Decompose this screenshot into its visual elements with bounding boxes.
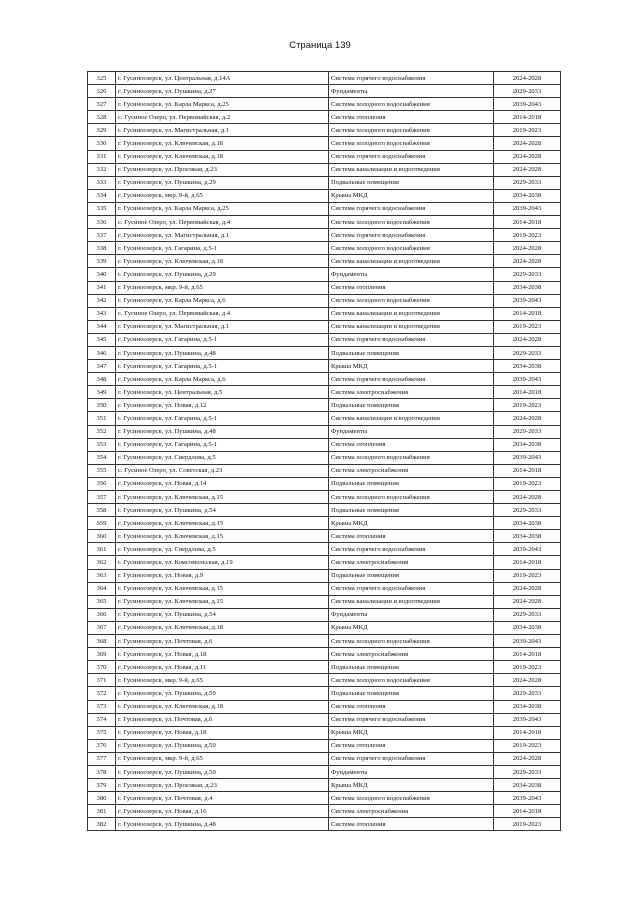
period-cell: 2014-2018 [494,111,561,124]
system-cell: Система электроснабжения [329,648,494,661]
row-number: 354 [88,451,116,464]
row-number: 375 [88,726,116,739]
system-cell: Система канализации и водоотведения [329,163,494,176]
address-cell: г. Гусиноозерск, ул. Магистральная, д.1 [116,124,329,137]
system-cell: Система горячего водоснабжения [329,333,494,346]
table-row [88,491,561,504]
table-row [88,569,561,582]
system-cell: Крыша МКД [329,621,494,634]
table-row [88,216,561,229]
system-cell: Система горячего водоснабжения [329,713,494,726]
period-cell: 2039-2043 [494,792,561,805]
period-cell: 2024-2028 [494,595,561,608]
address-cell: г. Гусиноозерск, мкр. 9-й, д.65 [116,189,329,202]
table-row [88,373,561,386]
row-number: 337 [88,229,116,242]
address-cell: г. Гусиноозерск, ул. Пушкина, д.50 [116,739,329,752]
table-row [88,281,561,294]
table-row [88,726,561,739]
row-number: 325 [88,72,116,85]
period-cell: 2014-2018 [494,307,561,320]
repair-schedule-table [87,71,561,831]
address-cell: г. Гусиноозерск, ул. Пушкина, д.48 [116,425,329,438]
row-number: 350 [88,399,116,412]
address-cell: г. Гусиноозерск, ул. Пушкина, д.54 [116,608,329,621]
row-number: 366 [88,608,116,621]
table-row [88,713,561,726]
period-cell: 2029-2033 [494,425,561,438]
period-cell: 2029-2033 [494,268,561,281]
table-row [88,595,561,608]
row-number: 371 [88,674,116,687]
table-row [88,556,561,569]
address-cell: г. Гусиноозерск, ул. Ключевская, д.18 [116,621,329,634]
period-cell: 2024-2028 [494,255,561,268]
page-label: Страница 139 [289,40,351,51]
address-cell: г. Гусиноозерск, ул. Пушкина, д.29 [116,268,329,281]
table-row [88,255,561,268]
address-cell: г. Гусиноозерск, ул. Почтовая, д.6 [116,713,329,726]
address-cell: г. Гусиноозерск, ул. Ключевская, д.15 [116,491,329,504]
table-row [88,137,561,150]
period-cell: 2034-2038 [494,530,561,543]
address-cell: г. Гусиноозерск, ул. Новая, д.18 [116,648,329,661]
address-cell: г. Гусиноозерск, ул. Пушкина, д.48 [116,346,329,359]
table-row [88,648,561,661]
period-cell: 2029-2033 [494,608,561,621]
system-cell: Система канализации и водоотведения [329,595,494,608]
table-row [88,752,561,765]
address-cell: г. Гусиноозерск, ул. Пушкина, д.54 [116,504,329,517]
row-number: 327 [88,98,116,111]
address-cell: г. Гусиноозерск, ул. Гагарина, д.5-1 [116,412,329,425]
address-cell: г. Гусиноозерск, ул. Карла Маркса, д.25 [116,202,329,215]
row-number: 357 [88,491,116,504]
system-cell: Система канализации и водоотведения [329,255,494,268]
row-number: 381 [88,805,116,818]
system-cell: Система канализации и водоотведения [329,307,494,320]
table-row [88,307,561,320]
system-cell: Система отопления [329,438,494,451]
table-row [88,98,561,111]
row-number: 329 [88,124,116,137]
row-number: 356 [88,477,116,490]
address-cell: г. Гусиноозерск, ул. Пушкина, д.50 [116,687,329,700]
system-cell: Система электроснабжения [329,464,494,477]
period-cell: 2019-2023 [494,569,561,582]
address-cell: г. Гусиноозерск, ул. Ключевская, д.18 [116,700,329,713]
system-cell: Система горячего водоснабжения [329,72,494,85]
row-number: 343 [88,307,116,320]
row-number: 342 [88,294,116,307]
table-row [88,268,561,281]
period-cell: 2039-2043 [494,451,561,464]
address-cell: г. Гусиноозерск, ул. Центральная, д.14А [116,72,329,85]
system-cell: Подвальные помещения [329,477,494,490]
system-cell: Крыша МКД [329,189,494,202]
row-number: 363 [88,569,116,582]
address-cell: г. Гусиноозерск, мкр. 9-й, д.65 [116,281,329,294]
table-row [88,412,561,425]
address-cell: г. Гусиноозерск, мкр. 9-й, д.65 [116,752,329,765]
table-row [88,438,561,451]
table-row [88,792,561,805]
period-cell: 2024-2028 [494,491,561,504]
address-cell: с. Гусиное Озеро, ул. Первомайская, д.4 [116,307,329,320]
period-cell: 2029-2033 [494,687,561,700]
address-cell: г. Гусиноозерск, ул. Гагарина, д.5-1 [116,360,329,373]
period-cell: 2034-2038 [494,779,561,792]
period-cell: 2029-2033 [494,176,561,189]
address-cell: с. Гусиное Озеро, ул. Первомайская, д.2 [116,111,329,124]
row-number: 331 [88,150,116,163]
period-cell: 2014-2018 [494,386,561,399]
period-cell: 2014-2018 [494,556,561,569]
system-cell: Система отопления [329,818,494,831]
system-cell: Система холодного водоснабжения [329,294,494,307]
table-row [88,608,561,621]
system-cell: Система отопления [329,530,494,543]
table-row [88,399,561,412]
table-row [88,85,561,98]
row-number: 378 [88,765,116,778]
row-number: 351 [88,412,116,425]
row-number: 326 [88,85,116,98]
address-cell: г. Гусиноозерск, ул. Ключевская, д.15 [116,517,329,530]
address-cell: г. Гусиноозерск, ул. Центральная, д.5 [116,386,329,399]
table-row [88,687,561,700]
table-row [88,700,561,713]
row-number: 359 [88,517,116,530]
system-cell: Система холодного водоснабжения [329,792,494,805]
address-cell: г. Гусиноозерск, ул. Карла Маркса, д.6 [116,373,329,386]
row-number: 330 [88,137,116,150]
table-row [88,464,561,477]
table-row [88,477,561,490]
table-row [88,582,561,595]
row-number: 341 [88,281,116,294]
system-cell: Система холодного водоснабжения [329,137,494,150]
system-cell: Система электроснабжения [329,556,494,569]
table-row [88,124,561,137]
row-number: 360 [88,530,116,543]
row-number: 365 [88,595,116,608]
row-number: 352 [88,425,116,438]
system-cell: Система холодного водоснабжения [329,124,494,137]
row-number: 367 [88,621,116,634]
system-cell: Система горячего водоснабжения [329,150,494,163]
row-number: 346 [88,346,116,359]
table-row [88,765,561,778]
period-cell: 2039-2043 [494,635,561,648]
row-number: 362 [88,556,116,569]
period-cell: 2024-2028 [494,163,561,176]
table-row [88,621,561,634]
system-cell: Система горячего водоснабжения [329,202,494,215]
system-cell: Подвальные помещения [329,661,494,674]
table-row [88,163,561,176]
period-cell: 2039-2043 [494,543,561,556]
system-cell: Система холодного водоснабжения [329,451,494,464]
row-number: 344 [88,320,116,333]
system-cell: Система холодного водоснабжения [329,491,494,504]
row-number: 358 [88,504,116,517]
table-row [88,674,561,687]
period-cell: 2029-2033 [494,765,561,778]
period-cell: 2024-2028 [494,242,561,255]
address-cell: г. Гусиноозерск, ул. Гагарина, д.5-1 [116,333,329,346]
period-cell: 2014-2018 [494,464,561,477]
system-cell: Фундаменты [329,268,494,281]
system-cell: Фундаменты [329,765,494,778]
address-cell: г. Гусиноозерск, ул. Проезжая, д.23 [116,163,329,176]
table-row [88,229,561,242]
address-cell: г. Гусиноозерск, ул. Ключевская, д.18 [116,137,329,150]
address-cell: г. Гусиноозерск, ул. Пушкина, д.29 [116,176,329,189]
system-cell: Крыша МКД [329,360,494,373]
row-number: 347 [88,360,116,373]
period-cell: 2039-2043 [494,202,561,215]
address-cell: г. Гусиноозерск, ул. Новая, д.16 [116,805,329,818]
row-number: 361 [88,543,116,556]
system-cell: Крыша МКД [329,779,494,792]
table-row [88,202,561,215]
period-cell: 2019-2023 [494,477,561,490]
address-cell: с. Гусиное Озеро, ул. Первомайская, д.4 [116,216,329,229]
table-row [88,386,561,399]
row-number: 336 [88,216,116,229]
table-row [88,294,561,307]
row-number: 348 [88,373,116,386]
system-cell: Фундаменты [329,608,494,621]
period-cell: 2024-2028 [494,150,561,163]
table-row [88,242,561,255]
row-number: 345 [88,333,116,346]
period-cell: 2019-2023 [494,661,561,674]
period-cell: 2034-2038 [494,517,561,530]
address-cell: г. Гусиноозерск, ул. Комсомольская, д.19 [116,556,329,569]
period-cell: 2034-2038 [494,700,561,713]
period-cell: 2019-2023 [494,399,561,412]
table-row [88,360,561,373]
table-row [88,333,561,346]
table-row [88,504,561,517]
table-row [88,72,561,85]
period-cell: 2019-2023 [494,818,561,831]
row-number: 340 [88,268,116,281]
row-number: 380 [88,792,116,805]
row-number: 376 [88,739,116,752]
table-row [88,425,561,438]
period-cell: 2029-2033 [494,85,561,98]
address-cell: г. Гусиноозерск, ул. Гагарина, д.5-1 [116,438,329,451]
system-cell: Система горячего водоснабжения [329,752,494,765]
system-cell: Система горячего водоснабжения [329,373,494,386]
system-cell: Система горячего водоснабжения [329,229,494,242]
period-cell: 2029-2033 [494,504,561,517]
row-number: 339 [88,255,116,268]
row-number: 372 [88,687,116,700]
system-cell: Крыша МКД [329,517,494,530]
period-cell: 2039-2043 [494,294,561,307]
period-cell: 2019-2023 [494,739,561,752]
address-cell: г. Гусиноозерск, ул. Магистральная, д.1 [116,320,329,333]
table-row [88,517,561,530]
period-cell: 2014-2018 [494,216,561,229]
table-row [88,779,561,792]
row-number: 338 [88,242,116,255]
address-cell: г. Гусиноозерск, ул. Пушкина, д.27 [116,85,329,98]
period-cell: 2034-2038 [494,281,561,294]
row-number: 369 [88,648,116,661]
table-row [88,320,561,333]
system-cell: Подвальные помещения [329,569,494,582]
address-cell: г. Гусиноозерск, ул. Проезжая, д.23 [116,779,329,792]
system-cell: Система канализации и водоотведения [329,320,494,333]
table-row [88,818,561,831]
system-cell: Система холодного водоснабжения [329,98,494,111]
row-number: 374 [88,713,116,726]
row-number: 379 [88,779,116,792]
period-cell: 2024-2028 [494,674,561,687]
address-cell: г. Гусиноозерск, ул. Свердлова, д.5 [116,543,329,556]
system-cell: Система отопления [329,739,494,752]
table-row [88,739,561,752]
period-cell: 2024-2028 [494,412,561,425]
row-number: 373 [88,700,116,713]
address-cell: г. Гусиноозерск, ул. Ключевская, д.18 [116,150,329,163]
system-cell: Система горячего водоснабжения [329,543,494,556]
period-cell: 2034-2038 [494,438,561,451]
period-cell: 2024-2028 [494,72,561,85]
address-cell: г. Гусиноозерск, ул. Новая, д.9 [116,569,329,582]
table-row [88,805,561,818]
row-number: 382 [88,818,116,831]
address-cell: г. Гусиноозерск, ул. Почтовая, д.4 [116,792,329,805]
period-cell: 2029-2033 [494,346,561,359]
address-cell: г. Гусиноозерск, ул. Гагарина, д.5-1 [116,242,329,255]
table-row [88,661,561,674]
address-cell: г. Гусиноозерск, ул. Новая, д.12 [116,399,329,412]
row-number: 353 [88,438,116,451]
system-cell: Подвальные помещения [329,346,494,359]
system-cell: Подвальные помещения [329,399,494,412]
period-cell: 2024-2028 [494,137,561,150]
row-number: 377 [88,752,116,765]
period-cell: 2039-2043 [494,713,561,726]
row-number: 349 [88,386,116,399]
system-cell: Система канализации и водоотведения [329,412,494,425]
address-cell: г. Гусиноозерск, ул. Новая, д.18 [116,726,329,739]
row-number: 332 [88,163,116,176]
address-cell: с. Гусиное Озеро, ул. Советская, д.23 [116,464,329,477]
system-cell: Фундаменты [329,425,494,438]
period-cell: 2019-2023 [494,320,561,333]
system-cell: Система отопления [329,281,494,294]
system-cell: Подвальные помещения [329,504,494,517]
period-cell: 2039-2043 [494,373,561,386]
table-row [88,530,561,543]
system-cell: Система холодного водоснабжения [329,674,494,687]
table-row [88,111,561,124]
address-cell: г. Гусиноозерск, ул. Ключевская, д.18 [116,255,329,268]
period-cell: 2034-2038 [494,621,561,634]
system-cell: Фундаменты [329,85,494,98]
period-cell: 2014-2018 [494,805,561,818]
system-cell: Система холодного водоснабжения [329,635,494,648]
address-cell: г. Гусиноозерск, ул. Пушкина, д.48 [116,818,329,831]
system-cell: Подвальные помещения [329,687,494,700]
address-cell: г. Гусиноозерск, ул. Свердлова, д.5 [116,451,329,464]
system-cell: Система отопления [329,111,494,124]
table-row [88,150,561,163]
address-cell: г. Гусиноозерск, ул. Карла Маркса, д.25 [116,98,329,111]
table-row [88,635,561,648]
row-number: 333 [88,176,116,189]
table-row [88,543,561,556]
table-row [88,346,561,359]
period-cell: 2019-2023 [494,124,561,137]
address-cell: г. Гусиноозерск, ул. Ключевская, д.15 [116,530,329,543]
period-cell: 2019-2023 [494,229,561,242]
table-row [88,189,561,202]
system-cell: Система холодного водоснабжения [329,216,494,229]
system-cell: Крыша МКД [329,726,494,739]
period-cell: 2034-2038 [494,360,561,373]
address-cell: г. Гусиноозерск, ул. Почтовая, д.6 [116,635,329,648]
row-number: 368 [88,635,116,648]
address-cell: г. Гусиноозерск, ул. Магистральная, д.1 [116,229,329,242]
address-cell: г. Гусиноозерск, ул. Ключевская, д.15 [116,582,329,595]
period-cell: 2014-2018 [494,726,561,739]
period-cell: 2014-2018 [494,648,561,661]
address-cell: г. Гусиноозерск, ул. Ключевская, д.15 [116,595,329,608]
table-row [88,451,561,464]
system-cell: Система горячего водоснабжения [329,582,494,595]
row-number: 370 [88,661,116,674]
row-number: 355 [88,464,116,477]
address-cell: г. Гусиноозерск, ул. Новая, д.14 [116,477,329,490]
period-cell: 2034-2038 [494,189,561,202]
period-cell: 2024-2028 [494,752,561,765]
system-cell: Система холодного водоснабжения [329,242,494,255]
system-cell: Подвальные помещения [329,176,494,189]
period-cell: 2024-2028 [494,582,561,595]
address-cell: г. Гусиноозерск, ул. Пушкина, д.50 [116,765,329,778]
system-cell: Система отопления [329,700,494,713]
row-number: 334 [88,189,116,202]
table-row [88,176,561,189]
system-cell: Система электроснабжения [329,386,494,399]
row-number: 364 [88,582,116,595]
row-number: 328 [88,111,116,124]
period-cell: 2039-2043 [494,98,561,111]
system-cell: Система электроснабжения [329,805,494,818]
address-cell: г. Гусиноозерск, ул. Новая, д.11 [116,661,329,674]
table-body [88,72,561,831]
address-cell: г. Гусиноозерск, мкр. 9-й, д.65 [116,674,329,687]
address-cell: г. Гусиноозерск, ул. Карла Маркса, д.6 [116,294,329,307]
period-cell: 2024-2028 [494,333,561,346]
row-number: 335 [88,202,116,215]
